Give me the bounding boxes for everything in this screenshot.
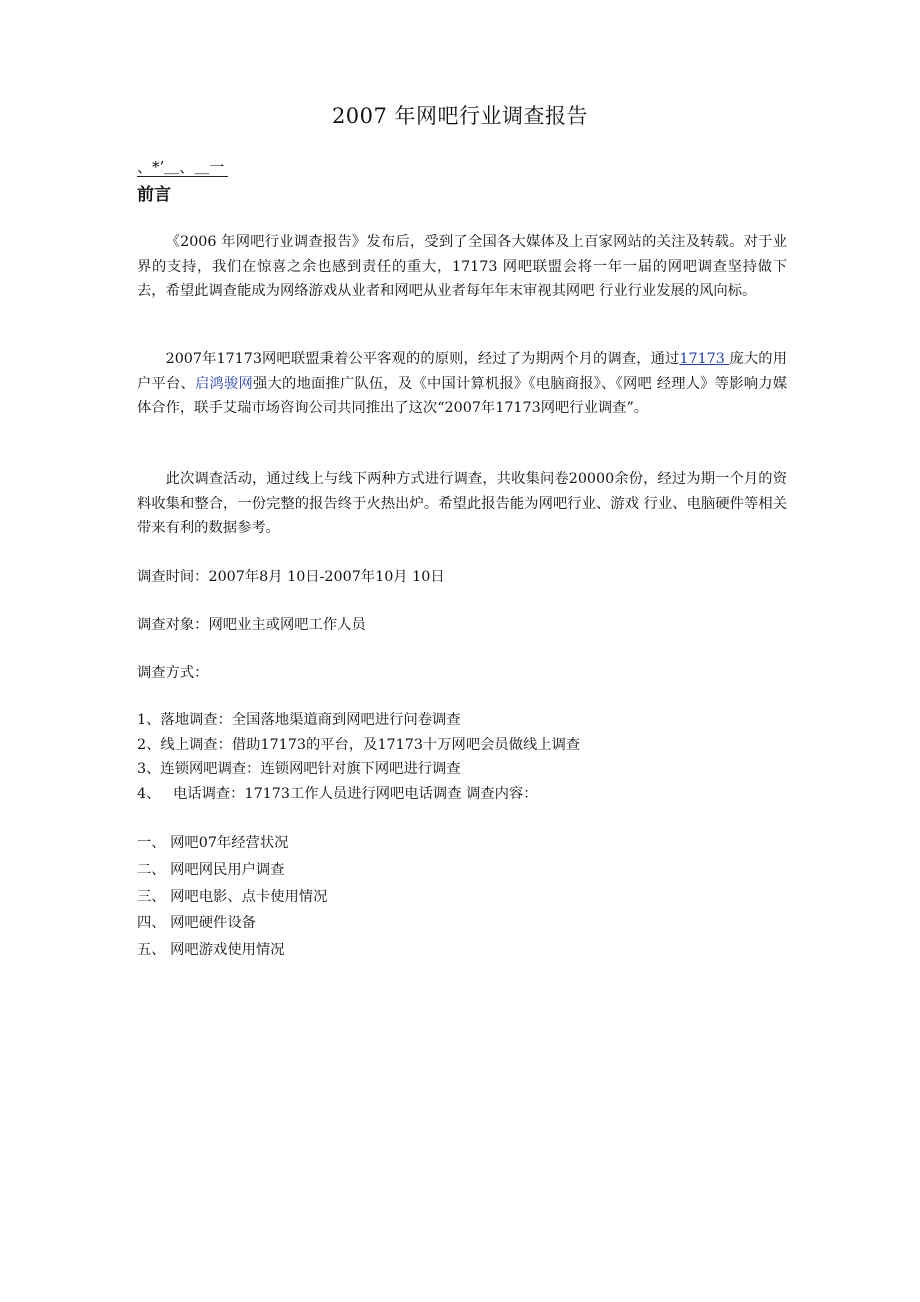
section-heading: 前言 (137, 185, 171, 205)
paragraph-activity: 此次调查活动，通过线上与线下两种方式进行调查，共收集问卷20000余份，经过为期一个月的资料收集和整合，一份完整的报告终于火热出炉。希望此报告能为网吧行业、游戏 行业、电脑硬件等相关带来有利的数据参考。 (137, 471, 787, 536)
paragraph-partners-text-2: 庞大的用户平台、 (137, 351, 787, 392)
survey-object: 调查对象：网吧业主或网吧工作人员 (137, 617, 366, 633)
method-item (137, 709, 461, 729)
method-number: 1、 (137, 712, 161, 728)
method-item (137, 783, 538, 803)
method-number: 2、 (137, 737, 161, 753)
content-item: 四、 网吧硬件设备 (137, 915, 256, 931)
paragraph-partners-text-1: 2007年17173网吧联盟秉着公平客观的的原则，经过了为期两个月的调查，通过 (165, 351, 680, 367)
paragraph-partners (137, 347, 787, 421)
link-17173[interactable]: 17173 (679, 351, 730, 367)
link-qihongjun[interactable]: 启鸿骏网 (195, 375, 253, 392)
header-mark: 、*’＿、＿一 (137, 158, 228, 177)
method-number: 3、 (137, 761, 161, 777)
method-number: 4、 (137, 786, 161, 802)
paragraph-intro: 《2006 年网吧行业调查报告》发布后，受到了全国各大媒体及上百家网站的关注及转载。对于业界的支持，我们在惊喜之余也感到责任的重大，17173 网吧联盟会将一年一届的网吧调查坚持做下去，希望此调查能成为网络游戏从业者和网吧从业者每年年末审视其网吧 行业行业发展的风向标。 (137, 234, 787, 299)
content-item: 五、 网吧游戏使用情况 (137, 942, 285, 958)
content-item: 三、 网吧电影、点卡使用情况 (137, 889, 328, 905)
paragraph-partners-text-3: 强大的地面推广队伍，及《中国计算机报》《电脑商报》、《网吧 经理人》等影响力媒体合作，联手艾瑞市场咨询公司共同推出了这次“2007年17173网吧行业调查”。 (137, 375, 788, 416)
method-item (137, 758, 461, 778)
method-text: 连锁网吧调查：连锁网吧针对旗下网吧进行调查 (160, 761, 461, 777)
method-text: 电话调查：17173工作人员进行网吧电话调查 调查内容： (173, 786, 538, 802)
survey-time: 调查时间：2007年8月 10日-2007年10月 10日 (137, 569, 445, 585)
content-item: 一、 网吧07年经营状况 (137, 835, 289, 851)
method-text: 落地调查：全国落地渠道商到网吧进行问卷调查 (160, 712, 461, 728)
survey-method-label: 调查方式： (137, 665, 209, 681)
document-title: 2007 年网吧行业调查报告 (331, 104, 589, 128)
content-item: 二、 网吧网民用户调查 (137, 862, 285, 878)
method-text: 线上调查：借助17173的平台，及17173十万网吧会员做线上调查 (160, 737, 581, 753)
method-item (137, 734, 580, 754)
